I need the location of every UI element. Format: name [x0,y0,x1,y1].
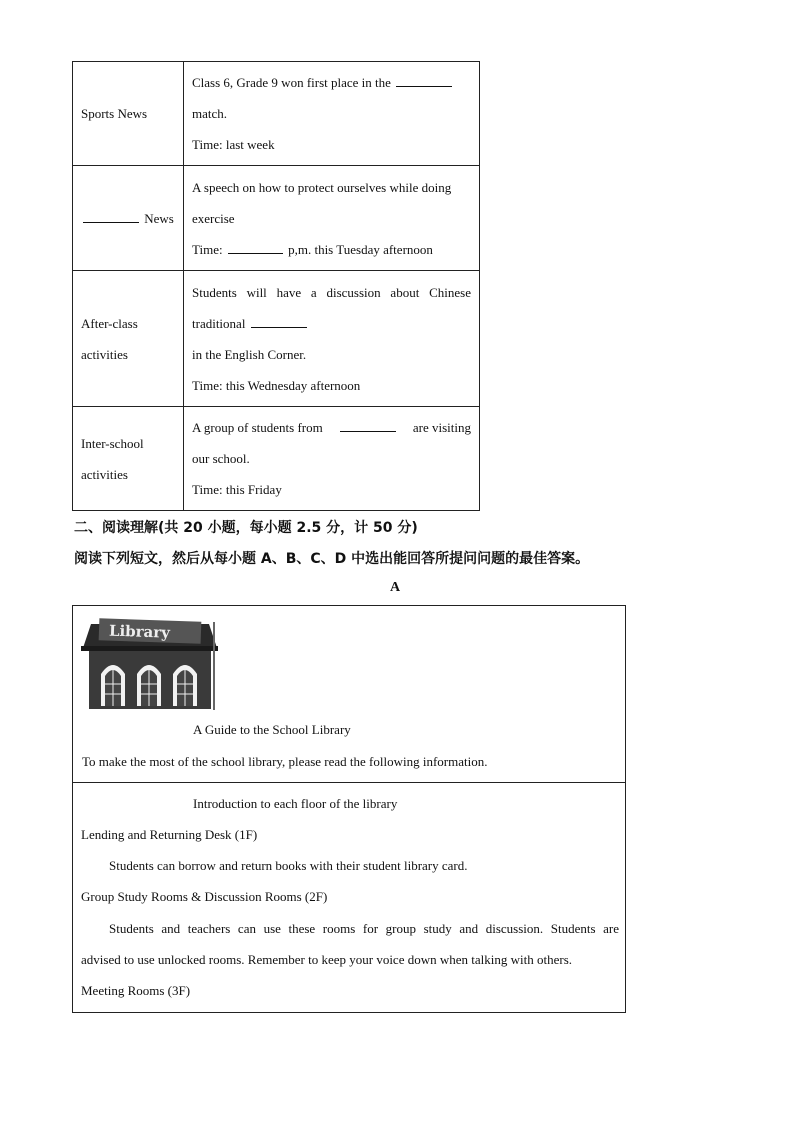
floor2-text-line1: Students and teachers can use these rooms for group study and discussion. Students are [109,921,619,936]
content-text: Class 6, Grade 9 won first place in the [192,75,391,90]
row-content [184,407,480,511]
floor1-text: Students can borrow and return books with their student library card. [109,858,468,873]
library-building-image [81,616,218,711]
row-label-text: activities [81,346,128,362]
row-label-text: News [144,210,174,226]
row-label [73,166,184,271]
row-content [184,62,480,166]
guide-header-box [72,605,626,783]
content-text: traditional [192,315,246,331]
content-text: A group of students from [192,420,323,435]
content-line: Time: this Wednesday afternoon [192,377,361,393]
row-label-text: Sports News [81,106,148,121]
floor1-heading: Lending and Returning Desk (1F) [81,827,258,842]
answer-blank [228,239,283,254]
answer-blank [83,208,139,223]
content-line: in the English Corner. [192,346,307,362]
section-instruction: 阅读下列短文，然后从每小题 A、B、C、D 中选出能回答所提问问题的最佳答案。 [74,551,590,567]
row-content [184,271,480,407]
floor3-heading: Meeting Rooms (3F) [81,983,191,998]
section-title: 二、阅读理解(共 20 小题，每小题 2.5 分，计 50 分) [74,520,418,536]
news-table [72,61,480,511]
table-row [73,407,480,511]
content-line [192,412,471,443]
content-line: exercise [192,210,235,226]
answer-blank [251,313,307,328]
guide-title: A Guide to the School Library [193,722,351,737]
row-label-text: After-class [81,315,138,331]
floors-heading: Introduction to each floor of the library [193,796,398,811]
guide-intro: To make the most of the school library, please read the following information. [82,754,488,769]
table-row [73,62,480,166]
content-line: Time: last week [192,137,275,152]
row-content [184,166,480,271]
floor2-heading: Group Study Rooms & Discussion Rooms (2F) [81,889,328,904]
library-sign-text: Library [108,621,171,642]
content-line [192,67,471,98]
answer-blank [396,72,452,87]
content-line [192,234,471,265]
passage-letter: A [390,580,401,595]
row-label-text: Inter-school [81,435,144,451]
content-line: Time: this Friday [192,482,282,497]
content-line [192,308,471,339]
content-text: Time: [192,241,223,257]
row-label [73,407,184,511]
floor2-text-line2: advised to use unlocked rooms. Remember to keep your voice down when talking with others. [81,952,573,967]
row-label-text: activities [81,466,128,482]
content-line: match. [192,106,228,121]
content-text: p,m. this Tuesday afternoon [288,241,433,257]
content-line: A speech on how to protect ourselves while doing [192,179,452,195]
table-row [73,271,480,407]
content-text: are visiting [412,420,471,435]
content-line: Students will have a discussion about Chinese [192,284,471,300]
table-row [73,166,480,271]
content-line: our school. [192,451,250,466]
row-label [73,271,184,407]
answer-blank [340,417,396,432]
guide-floors-box [72,782,626,1013]
row-label [73,62,184,166]
